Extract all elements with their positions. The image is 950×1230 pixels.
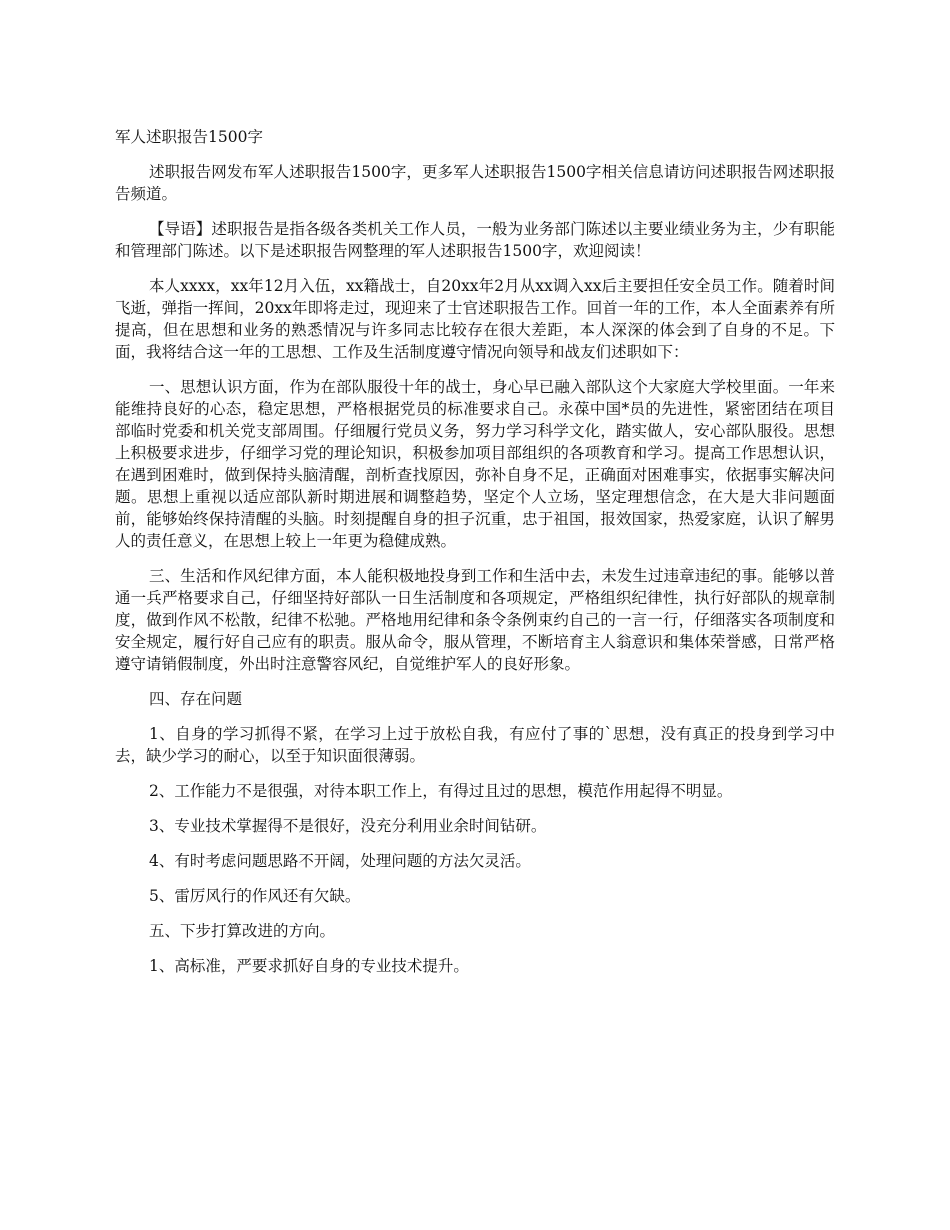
- problem-item-3: 3、专业技术掌握得不是很好，没充分利用业余时间钻研。: [149, 817, 547, 835]
- document-title: 军人述职报告1500字: [115, 128, 263, 146]
- problem-item-1: 1、自身的学习抓得不紧，在学习上过于放松自我，有应付了事的`思想，没有真正的投身到学习中去，缺少学习的耐心，以至于知识面很薄弱。: [115, 725, 835, 765]
- section-heading-improvement: 五、下步打算改进的方向。: [149, 922, 336, 940]
- improvement-item-1: 1、高标准，严要求抓好自身的专业技术提升。: [149, 957, 469, 975]
- problem-item-4: 4、有时考虑问题思路不开阔，处理问题的方法欠灵活。: [149, 852, 531, 870]
- section-thought-paragraph: 一、思想认识方面，作为在部队服役十年的战士，身心早已融入部队这个大家庭大学校里面。一年来能维持良好的心态，稳定思想，严格根据党员的标准要求自己。永葆中国*员的先进性，紧密团结在项目部临时党委和机关党支部周围。仔细履行党员义务，努力学习科学文化，踏实做人，安心部队服役。思想上积极要求进步，仔细学习党的理论知识，积极参加项目部组织的各项教育和学习。提高工作思想认识，在遇到困难时，做到保持头脑清醒，剖析查找原因，弥补自身不足，正确面对困难事实，依据事实解决问题。思想上重视以适应部队新时期进展和调整趋势，坚定个人立场，坚定理想信念，在大是大非问题面前，能够始终保持清醒的头脑。时刻提醒自身的担子沉重，忠于祖国，报效国家，热爱家庭，认识了解男人的责任意义，在思想上较上一年更为稳健成熟。: [115, 378, 835, 550]
- section-discipline-paragraph: 三、生活和作风纪律方面，本人能积极地投身到工作和生活中去，未发生过违章违纪的事。能够以普通一兵严格要求自己，仔细坚持好部队一日生活制度和各项规定，严格组织纪律性，执行好部队的规章制度，做到作风不松散，纪律不松驰。严格地用纪律和条令条例束约自己的一言一行，仔细落实各项制度和安全规定，履行好自己应有的职责。服从命令，服从管理，不断培育主人翁意识和集体荣誉感，日常严格遵守请销假制度，外出时注意警容风纪，自觉维护军人的良好形象。: [115, 567, 835, 673]
- problem-item-2: 2、工作能力不是很强，对待本职工作上，有得过且过的思想，模范作用起得不明显。: [149, 782, 733, 800]
- self-introduction-paragraph: 本人xxxx，xx年12月入伍，xx籍战士，自20xx年2月从xx调入xx后主要担任安全员工作。随着时间飞逝，弹指一挥间，20xx年即将走过，现迎来了士官述职报告工作。回首一年的工作，本人全面素养有所提高，但在思想和业务的熟悉情况与许多同志比较存在很大差距，本人深深的体会到了自身的不足。下面，我将结合这一年的工思想、工作及生活制度遵守情况向领导和战友们述职如下：: [115, 277, 835, 361]
- document-page: [115, 126, 835, 990]
- intro-paragraph: 述职报告网发布军人述职报告1500字，更多军人述职报告1500字相关信息请访问述职报告网述职报告频道。: [115, 163, 835, 203]
- guide-paragraph: 【导语】述职报告是指各级各类机关工作人员，一般为业务部门陈述以主要业绩业务为主，少有职能和管理部门陈述。以下是述职报告网整理的军人述职报告1500字，欢迎阅读！: [115, 220, 835, 260]
- section-heading-problems: 四、存在问题: [149, 690, 243, 708]
- problem-item-5: 5、雷厉风行的作风还有欠缺。: [149, 887, 361, 905]
